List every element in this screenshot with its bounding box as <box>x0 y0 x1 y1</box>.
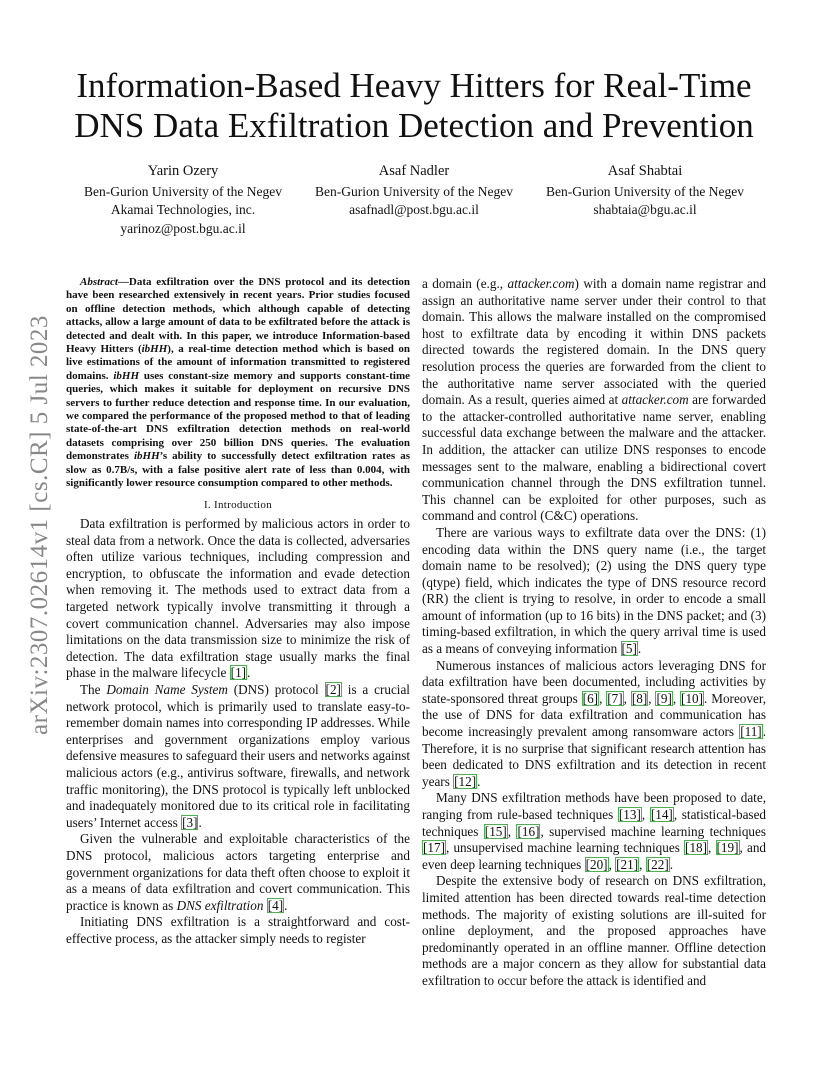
author-affiliation: Ben-Gurion University of the Negev <box>315 183 513 199</box>
paragraph: Numerous instances of malicious actors leveraging DNS for data exfiltration have been documented, including activities by state-sponsored threat groups [6], [7], [8], [9], [10]. Moreover, the use of DNS for data exfiltration and communication has become increasingly prevalent among ransomware actors [11]. Therefore, it is no surprise that significant research attention has been dedicated to DNS exfiltration and its detection in recent years [12]. <box>422 657 766 789</box>
citation-link[interactable]: [3] <box>182 814 198 830</box>
paper-title: Information-Based Heavy Hitters for Real-Time DNS Data Exfiltration Detection and Prevention <box>74 66 754 145</box>
abstract: Abstract—Data exfiltration over the DNS protocol and its detection have been researched extensively in recent years. Prior studies focused on offline detection methods, which although capable of detecting attacks, allow a large amount of data to be exfiltrated before the attack is detected and dealt with. In this paper, we introduce Information-based Heavy Hitters (ibHH), a real-time detection method which is based on live estimations of the amount of information transmitted to registered domains. ibHH uses constant-size memory and supports constant-time queries, which makes it suitable for deployment on recursive DNS servers to further reduce detection and response time. In our evaluation, we compared the performance of the proposed method to that of leading state-of-the-art DNS exfiltration detection methods on real-world datasets comprising over 250 billion DNS queries. The evaluation demonstrates ibHH’s ability to successfully detect exfiltration rates as slow as 0.7B/s, with a false positive alert rate of less than 0.004, with significantly lower resource consumption compared to other methods. <box>66 276 410 490</box>
author-affiliation: Ben-Gurion University of the Negev <box>84 183 282 199</box>
citation-link[interactable]: [6] <box>582 690 599 706</box>
paragraph: Despite the extensive body of research on DNS exfiltration, limited attention has been directed towards real-time detection methods. The majority of existing solutions are ill-suited for online deployment, and the proposed approaches have predominantly operated in an offline manner. Offline detection methods are a major concern as they allow for substantial data exfiltration to occur before the attack is identified and <box>422 873 766 988</box>
author-name: Yarin Ozery <box>147 163 219 179</box>
citation-link[interactable]: [9] <box>656 690 672 706</box>
right-column <box>422 276 766 990</box>
author-affiliation: Ben-Gurion University of the Negev <box>546 183 744 199</box>
author-name: Asaf Nadler <box>378 163 450 179</box>
citation-link[interactable]: [16] <box>517 823 540 839</box>
citation-link[interactable]: [8] <box>631 690 648 706</box>
citation-link[interactable]: [11] <box>740 724 762 740</box>
citation-link[interactable]: [19] <box>716 840 739 856</box>
citation-link[interactable]: [5] <box>621 641 637 657</box>
author-email: shabtaia@bgu.ac.il <box>593 202 697 217</box>
author-1 <box>70 162 296 238</box>
paragraph: The Domain Name System (DNS) protocol [2] is a crucial network protocol, which is primarily used to translate easy-to-remember domain names into corresponding IP addresses. While enterprises and government organizations employ various defensive measures to safeguard their users and networks against malicious actors (e.g., antivirus software, firewalls, and network traffic monitoring), the DNS protocol is typically left unblocked and inadequately monitored due to its critical role in facilitating users’ Internet access [3]. <box>66 682 410 830</box>
citation-link[interactable]: [15] <box>484 823 507 839</box>
left-column <box>66 276 410 948</box>
citation-link[interactable]: [14] <box>650 807 673 822</box>
paragraph: Many DNS exfiltration methods have been proposed to date, ranging from rule-based techniques [13], [14], statistical-based techniques [15], [16], supervised machine learning techniques [17], unsupervised machine learning techniques [18], [19], and even deep learning techniques [20], [21], [22]. <box>422 790 767 872</box>
section-heading: I. Introduction <box>203 498 273 511</box>
author-3 <box>532 162 758 238</box>
paragraph: Initiating DNS exfiltration is a straightforward and cost-effective process, as the attacker simply needs to register <box>66 914 410 946</box>
paragraph: Given the vulnerable and exploitable characteristics of the DNS protocol, malicious actors targeting enterprise and government organizations for data theft often choose to exploit it as a means of data exfiltration and covert communication. This practice is known as DNS exfiltration [4]. <box>66 831 410 913</box>
paragraph: There are various ways to exfiltrate data over the DNS: (1) encoding data within the DNS query name (i.e., the target domain name to be resolved); (2) using the DNS query type (qtype) field, which indicates the type of DNS resource record (RR) the client is trying to resolve, in order to encode a small amount of information (up to 16 bits) in the DNS packet; and (3) timing-based exfiltration, in which the query arrival time is used as a means of conveying information [5]. <box>422 524 766 657</box>
arxiv-identifier: arXiv:2307.02614v1 [cs.CR] 5 Jul 2023 <box>26 315 53 735</box>
author-block <box>70 162 758 238</box>
author-name: Asaf Shabtai <box>607 163 683 179</box>
citation-link[interactable]: [18] <box>685 840 708 856</box>
author-email: asafnadl@post.bgu.ac.il <box>349 202 479 217</box>
citation-link[interactable]: [2] <box>325 682 341 698</box>
citation-link[interactable]: [21] <box>616 856 639 872</box>
citation-link[interactable]: [17] <box>423 840 445 856</box>
author-2 <box>301 162 527 238</box>
citation-link[interactable]: [7] <box>607 690 623 706</box>
citation-link[interactable]: [4] <box>267 897 284 913</box>
paragraph: Data exfiltration is performed by malicious actors in order to steal data from a network. Once the data is collected, adversaries often utilize various techniques, including compression and encryption, to obfuscate the information and evade detection when removing it. The methods used to extract data from a targeted network typically involve transmitting it through a covert communication channel. Adversaries may also impose limitations on the data transmission size to minimize the risk of detection. The data exfiltration stage usually marks the final phase in the malware lifecycle [1]. <box>66 516 410 681</box>
citation-link[interactable]: [13] <box>618 807 641 822</box>
citation-link[interactable]: [10] <box>681 690 704 706</box>
citation-link[interactable]: [12] <box>454 773 477 789</box>
citation-link[interactable]: [1] <box>230 665 247 681</box>
citation-link[interactable]: [22] <box>646 856 669 872</box>
citation-link[interactable]: [20] <box>585 856 608 872</box>
paragraph: a domain (e.g., attacker.com) with a domain name registrar and assign an authoritative name server under their control to that domain. This allows the malware installed on the compromised host to exfiltrate data by encoding it within DNS packets directed towards the registered domain. In the DNS query resolution process the queries are forwarded from the client to the authoritative name server associated with the queried domain. As a result, queries aimed at attacker.com are forwarded to the attacker-controlled authoritative name server, enabling successful data exchange between the malware and the attacker. In addition, the attacker can utilize DNS responses to encode messages sent to the malware, enabling a bidirectional covert communication channel through the DNS exfiltration tunnel. This channel can be exploited for other purposes, such as command and control (C&C) operations. <box>422 276 767 524</box>
author-affiliation: Akamai Technologies, inc. <box>110 202 256 217</box>
author-email: yarinoz@post.bgu.ac.il <box>120 220 246 236</box>
